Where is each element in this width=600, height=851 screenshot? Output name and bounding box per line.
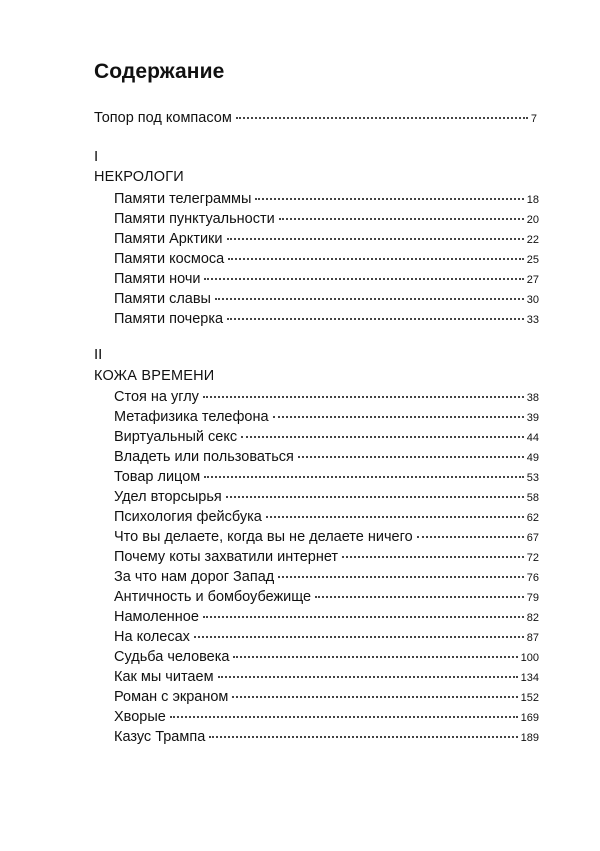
dot-leader	[227, 318, 524, 320]
toc-entry[interactable]	[114, 209, 539, 230]
toc-entry[interactable]	[114, 289, 539, 310]
toc-entry-label: Античность и бомбоубежище	[114, 589, 312, 605]
toc-page-number: 62	[526, 512, 539, 524]
toc-page-number: 22	[526, 234, 539, 246]
toc-entry-label: Метафизика телефона	[114, 409, 269, 425]
toc-entry-label: Казус Трампа	[114, 729, 206, 745]
dot-leader	[273, 416, 524, 418]
toc-entry-label: Памяти Арктики	[114, 231, 223, 247]
toc-entry[interactable]	[114, 687, 539, 708]
toc-page-number: 38	[526, 392, 539, 404]
toc-page-number: 100	[520, 652, 539, 664]
toc-page-number: 152	[520, 692, 539, 704]
toc-entry-label: Намоленное	[114, 609, 199, 625]
toc-page-number: 189	[520, 732, 539, 744]
toc-entry-label: Что вы делаете, когда вы не делаете ничего	[114, 529, 413, 545]
toc-entry-label: Памяти славы	[114, 291, 211, 307]
toc-entry[interactable]	[114, 269, 539, 290]
toc-entry[interactable]	[114, 387, 539, 408]
toc-entry-label: Товар лицом	[114, 469, 201, 485]
part-title: КОЖА ВРЕМЕНИ	[94, 368, 215, 384]
dot-leader	[417, 536, 524, 538]
dot-leader	[226, 496, 524, 498]
toc-page-number: 53	[526, 472, 539, 484]
toc-entry[interactable]	[114, 587, 539, 608]
toc-entry[interactable]	[114, 567, 539, 588]
toc-page-number: 7	[530, 113, 537, 125]
toc-entry-label: Почему коты захватили интернет	[114, 549, 339, 565]
toc-page-number: 169	[520, 712, 539, 724]
toc-page-number: 27	[526, 274, 539, 286]
toc-entry-label: Хворые	[114, 709, 166, 725]
toc-entry-label: Виртуальный секс	[114, 429, 238, 445]
toc-entry-label: Памяти почерка	[114, 311, 224, 327]
page-title: Содержание	[94, 60, 225, 83]
dot-leader	[215, 298, 524, 300]
toc-page-number: 44	[526, 432, 539, 444]
toc-page-number: 72	[526, 552, 539, 564]
toc-page-number: 20	[526, 214, 539, 226]
dot-leader	[204, 278, 523, 280]
toc-entry-label: Памяти ночи	[114, 271, 201, 287]
toc-entry[interactable]	[114, 229, 539, 250]
part-number: II	[94, 346, 103, 363]
part-number: I	[94, 148, 99, 165]
toc-entry[interactable]	[114, 309, 539, 330]
toc-page-number: 87	[526, 632, 539, 644]
toc-entry-label: Памяти космоса	[114, 251, 225, 267]
toc-entry[interactable]	[114, 607, 539, 628]
toc-entry[interactable]	[114, 727, 539, 748]
toc-entry[interactable]	[114, 667, 539, 688]
dot-leader	[315, 596, 524, 598]
toc-entry-label: Судьба человека	[114, 649, 230, 665]
dot-leader	[279, 218, 524, 220]
dot-leader	[204, 476, 524, 478]
dot-leader	[227, 238, 524, 240]
toc-page-number: 25	[526, 254, 539, 266]
toc-entry[interactable]	[114, 407, 539, 428]
dot-leader	[278, 576, 524, 578]
toc-entry-label: Психология фейсбука	[114, 509, 262, 525]
toc-entry[interactable]	[114, 467, 539, 488]
toc-page-number: 58	[526, 492, 539, 504]
dot-leader	[203, 616, 524, 618]
dot-leader	[228, 258, 524, 260]
toc-entry-label: Стоя на углу	[114, 389, 199, 405]
toc-page-number: 18	[526, 194, 539, 206]
toc-entry[interactable]	[114, 507, 539, 528]
toc-page-number: 67	[526, 532, 539, 544]
toc-entry-label: Роман с экраном	[114, 689, 229, 705]
toc-entry-label: Как мы читаем	[114, 669, 214, 685]
dot-leader	[342, 556, 524, 558]
toc-entry-label: Владеть или пользоваться	[114, 449, 294, 465]
toc-entry[interactable]	[114, 427, 539, 448]
dot-leader	[203, 396, 524, 398]
toc-entry[interactable]	[114, 447, 539, 468]
toc-entry-label: Удел вторсырья	[114, 489, 222, 505]
toc-entry[interactable]	[114, 527, 539, 548]
toc-entry[interactable]	[114, 707, 539, 728]
dot-leader	[236, 117, 528, 119]
dot-leader	[255, 198, 523, 200]
dot-leader	[233, 656, 517, 658]
toc-page-number: 76	[526, 572, 539, 584]
toc-entry[interactable]	[114, 627, 539, 648]
dot-leader	[194, 636, 524, 638]
dot-leader	[298, 456, 524, 458]
dot-leader	[241, 436, 524, 438]
dot-leader	[266, 516, 524, 518]
toc-page-number: 82	[526, 612, 539, 624]
toc-entry[interactable]	[114, 487, 539, 508]
toc-page-number: 79	[526, 592, 539, 604]
dot-leader	[218, 676, 518, 678]
toc-page-number: 39	[526, 412, 539, 424]
toc-entry-label: Памяти телеграммы	[114, 191, 252, 207]
dot-leader	[209, 736, 517, 738]
toc-page-number: 33	[526, 314, 539, 326]
dot-leader	[232, 696, 517, 698]
toc-page-number: 134	[520, 672, 539, 684]
toc-entry-intro[interactable]	[94, 108, 537, 129]
part-title: НЕКРОЛОГИ	[94, 169, 184, 185]
toc-entry[interactable]	[114, 249, 539, 270]
toc-entry-label: За что нам дорог Запад	[114, 569, 275, 585]
dot-leader	[170, 716, 518, 718]
toc-entry-label: Памяти пунктуальности	[114, 211, 275, 227]
toc-entry[interactable]	[114, 547, 539, 568]
toc-entry[interactable]	[114, 189, 539, 210]
toc-page-number: 30	[526, 294, 539, 306]
toc-entry-label: Топор под компасом	[94, 110, 232, 126]
toc-page-number: 49	[526, 452, 539, 464]
toc-entry-label: На колесах	[114, 629, 190, 645]
toc-entry[interactable]	[114, 647, 539, 668]
